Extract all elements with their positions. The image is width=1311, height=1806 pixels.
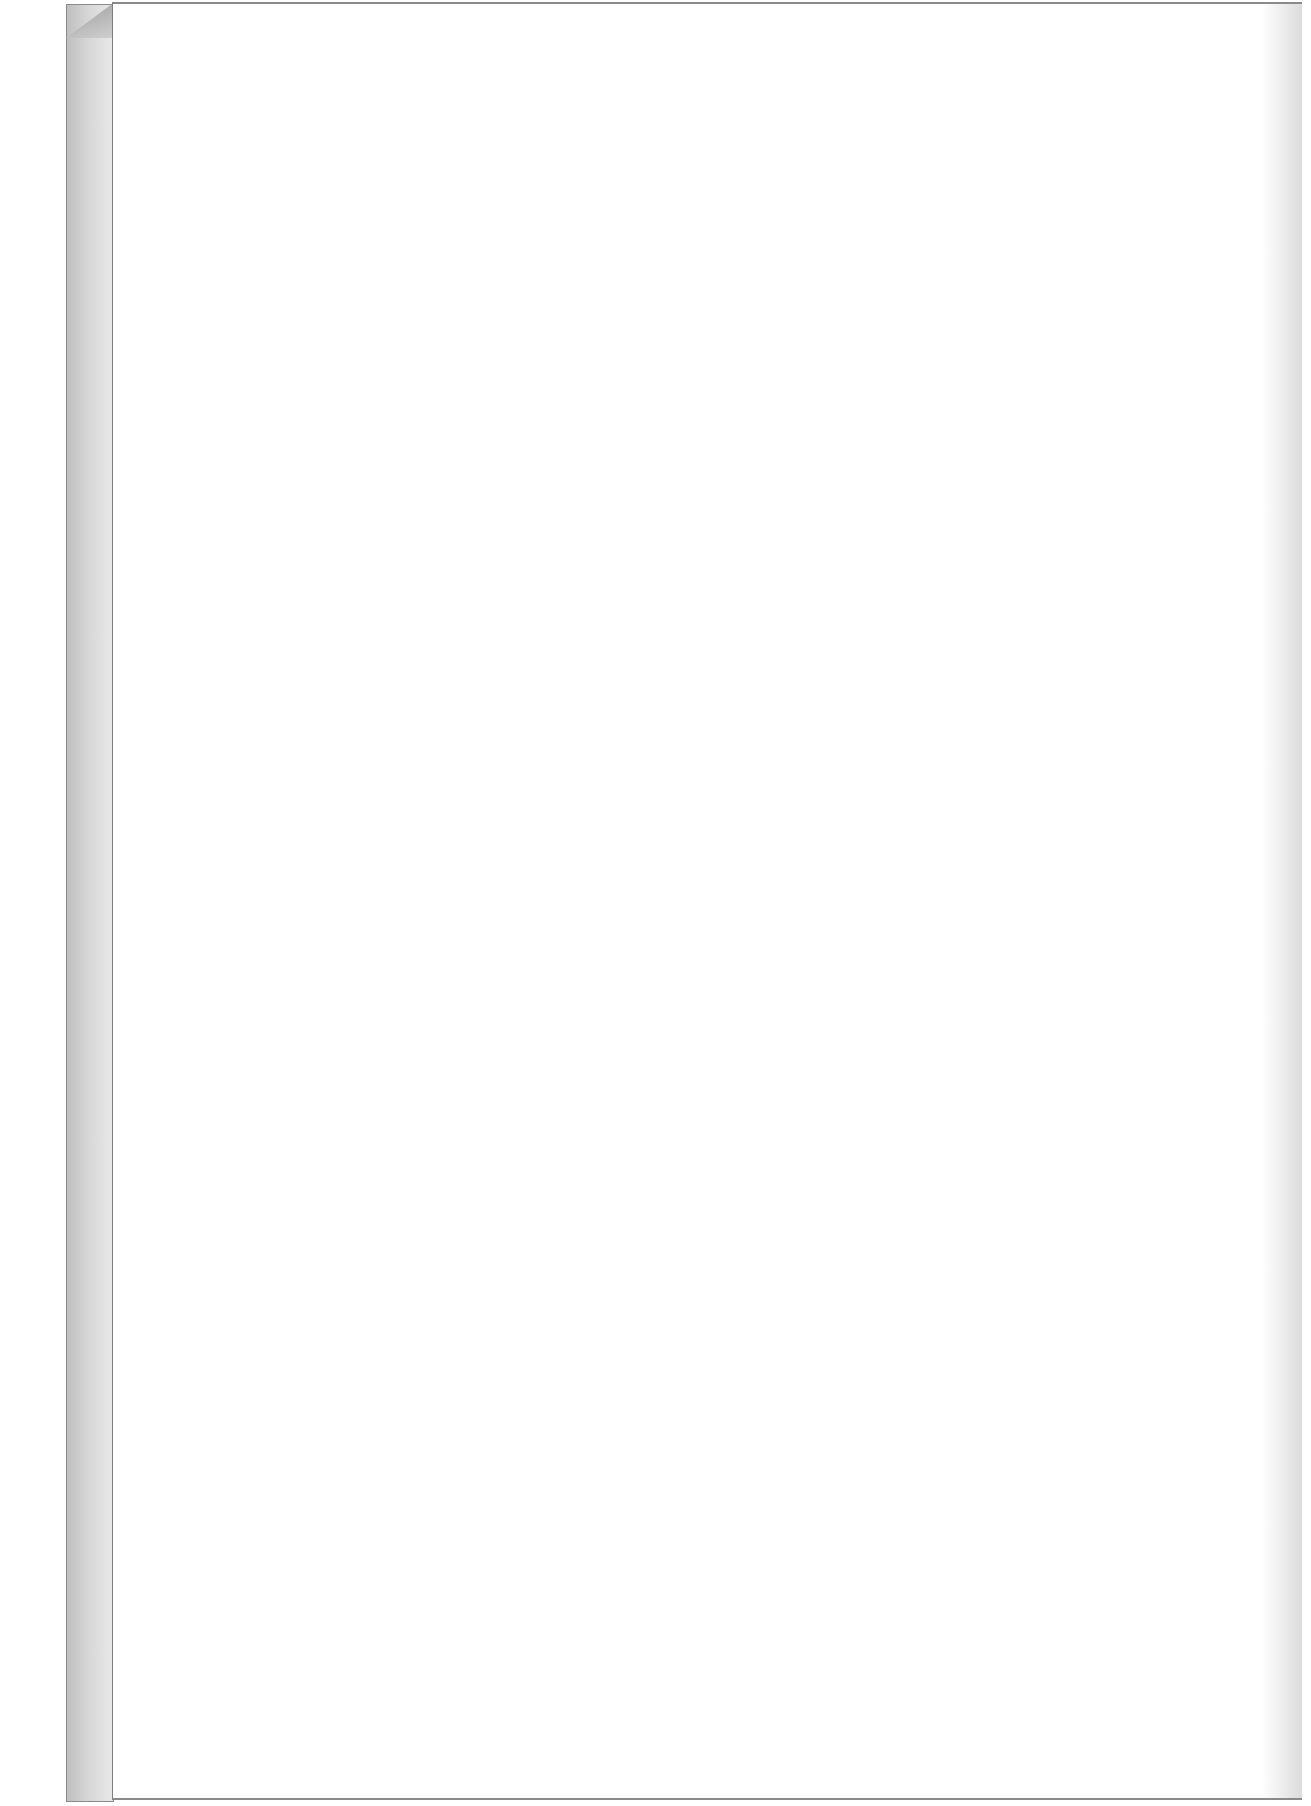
page-footer — [278, 1594, 344, 1626]
book-spine — [66, 4, 114, 1802]
book-page — [112, 2, 1302, 1800]
page-edge-shadow — [1262, 4, 1302, 1798]
